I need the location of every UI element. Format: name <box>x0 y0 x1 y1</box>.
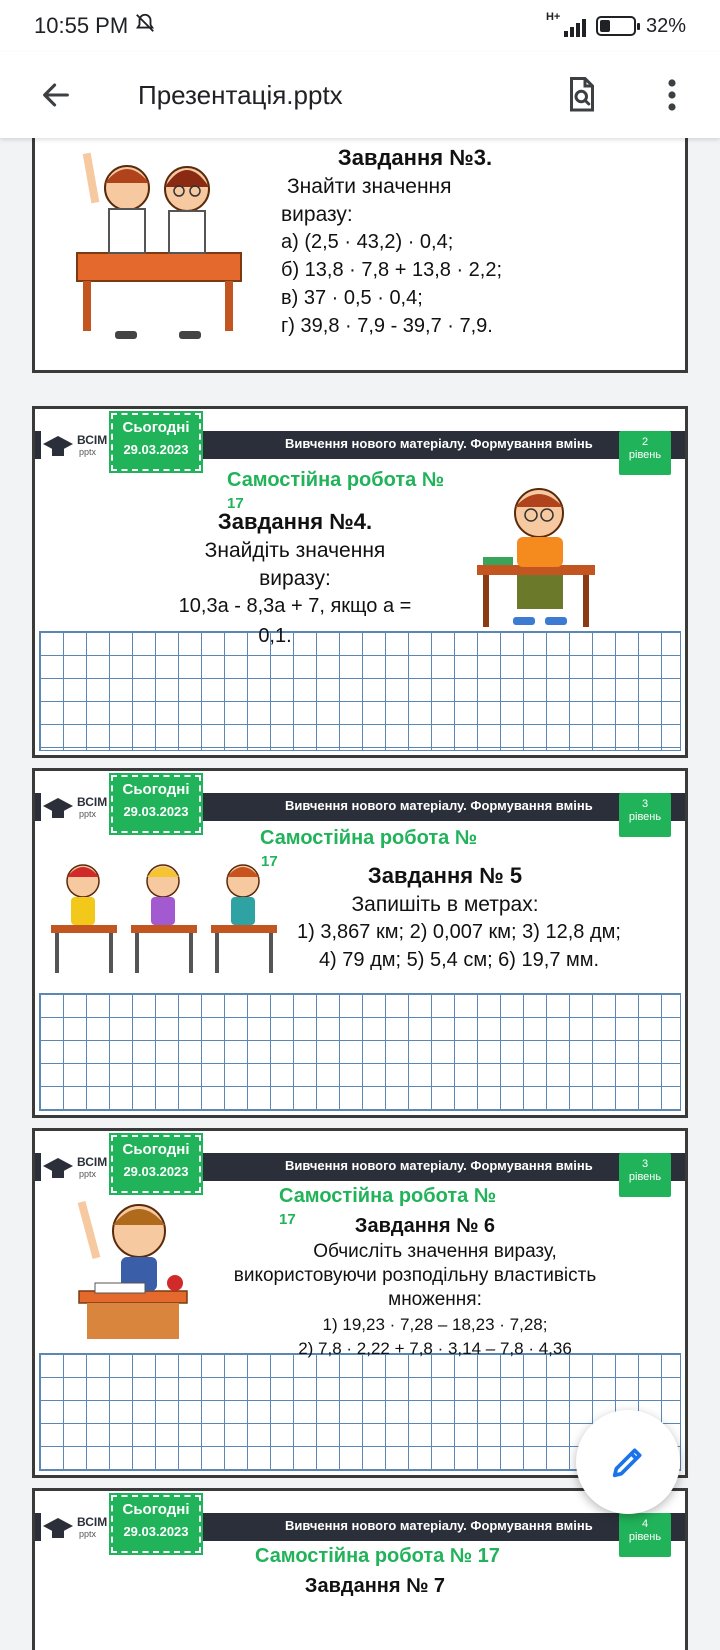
task-line: 10,3a - 8,3a + 7, якщо a = <box>178 595 412 617</box>
slide-task-7[interactable] <box>32 1488 688 1650</box>
task-line: Обчисліть значення виразу, <box>313 1241 557 1262</box>
vsim-logo: ВСІМ pptx <box>41 429 115 463</box>
task-title: Завдання № 6 <box>354 1215 496 1237</box>
task-line: б) 13,8 · 7,8 + 13,8 · 2,2; <box>281 259 503 281</box>
grid-paper <box>39 631 681 751</box>
task-line: виразу: <box>259 567 331 590</box>
edit-fab-button[interactable] <box>576 1410 680 1514</box>
header-text: Вивчення нового матеріалу. Формування вмінь <box>285 798 593 813</box>
slide-task-3[interactable] <box>32 138 688 373</box>
grid-paper <box>39 993 681 1111</box>
find-in-document-button[interactable] <box>556 69 608 121</box>
work-title: Самостійна робота № <box>260 827 478 849</box>
boy-at-desk-illustration <box>473 481 603 631</box>
vsim-logo: ВСІМ pptx <box>41 1511 115 1545</box>
task-title: Завдання № 5 <box>367 863 523 888</box>
header-text: Вивчення нового матеріалу. Формування вмінь <box>285 1518 593 1533</box>
work-title: Самостійна робота № 17 <box>255 1545 500 1567</box>
work-title: Самостійна робота № <box>227 469 445 491</box>
today-date-badge: Сьогодні 29.03.2023 <box>111 1135 201 1193</box>
header-text: Вивчення нового матеріалу. Формування вмінь <box>285 1158 593 1173</box>
document-title: Презентація.pptx <box>138 79 343 110</box>
task-line: г) 39,8 · 7,9 - 39,7 · 7,9. <box>281 315 493 337</box>
task-line: а) (2,5 · 43,2) · 0,4; <box>281 231 454 253</box>
pencil-edit-icon <box>608 1442 648 1482</box>
status-bar <box>0 0 720 52</box>
task-line: Знайдіть значення <box>204 539 386 562</box>
task-line: 0,1. <box>258 625 292 647</box>
today-date-badge: Сьогодні 29.03.2023 <box>111 413 201 471</box>
more-options-button[interactable] <box>646 69 698 121</box>
back-button[interactable] <box>30 69 82 121</box>
task-line: використовуючи розподільну властивість <box>233 1265 597 1286</box>
status-time: 10:55 PM <box>34 13 129 38</box>
students-at-desk-illustration <box>69 143 249 343</box>
today-date-badge: Сьогодні 29.03.2023 <box>111 775 201 833</box>
battery-percent: 32% <box>645 14 686 37</box>
task-title: Завдання № 7 <box>304 1575 446 1597</box>
three-girls-illustration <box>47 859 281 979</box>
task-line: 1) 3,867 км; 2) 0,007 км; 3) 12,8 дм; <box>297 921 621 943</box>
battery-icon <box>596 16 636 36</box>
task-line: виразу: <box>281 203 353 226</box>
work-title: Самостійна робота № <box>279 1185 497 1207</box>
slide-task-4[interactable] <box>32 406 688 758</box>
more-vert-icon <box>666 77 678 113</box>
mute-bell-icon <box>134 12 156 40</box>
task-line: в) 37 · 0,5 · 0,4; <box>281 287 423 309</box>
task-title: Завдання №3. <box>337 145 493 170</box>
slide-task-5[interactable] <box>32 768 688 1118</box>
level-badge: 3 рівень <box>619 793 671 837</box>
task-line: множення: <box>388 1289 482 1310</box>
level-badge: 3 рівень <box>619 1153 671 1197</box>
boy-waving-illustration <box>75 1187 195 1347</box>
task-title: Завдання №4. <box>217 509 373 534</box>
task-line: 4) 79 дм; 5) 5,4 см; 6) 19,7 мм. <box>318 949 600 971</box>
work-number: 17 <box>227 495 244 512</box>
arrow-left-icon <box>39 78 73 112</box>
task-line: Запишіть в метрах: <box>351 893 539 916</box>
work-number: 17 <box>279 1211 296 1228</box>
app-bar <box>0 52 720 138</box>
header-text: Вивчення нового матеріалу. Формування вмінь <box>285 436 593 451</box>
signal-icon <box>546 13 586 39</box>
network-type: H+ <box>545 11 561 23</box>
level-badge: 4 рівень <box>619 1513 671 1557</box>
document-search-icon <box>564 75 600 115</box>
work-number: 17 <box>261 853 278 870</box>
task-line: Знайти значення <box>287 175 452 198</box>
level-badge: 2 рівень <box>619 431 671 475</box>
task-line: 2) 7,8 · 2,22 + 7,8 · 3,14 – 7,8 · 4,36 <box>298 1339 572 1358</box>
vsim-logo: ВСІМ pptx <box>41 791 115 825</box>
task-line: 1) 19,23 · 7,28 – 18,23 · 7,28; <box>245 1315 625 1335</box>
vsim-logo: ВСІМ pptx <box>41 1151 115 1185</box>
today-date-badge: Сьогодні 29.03.2023 <box>111 1495 201 1553</box>
